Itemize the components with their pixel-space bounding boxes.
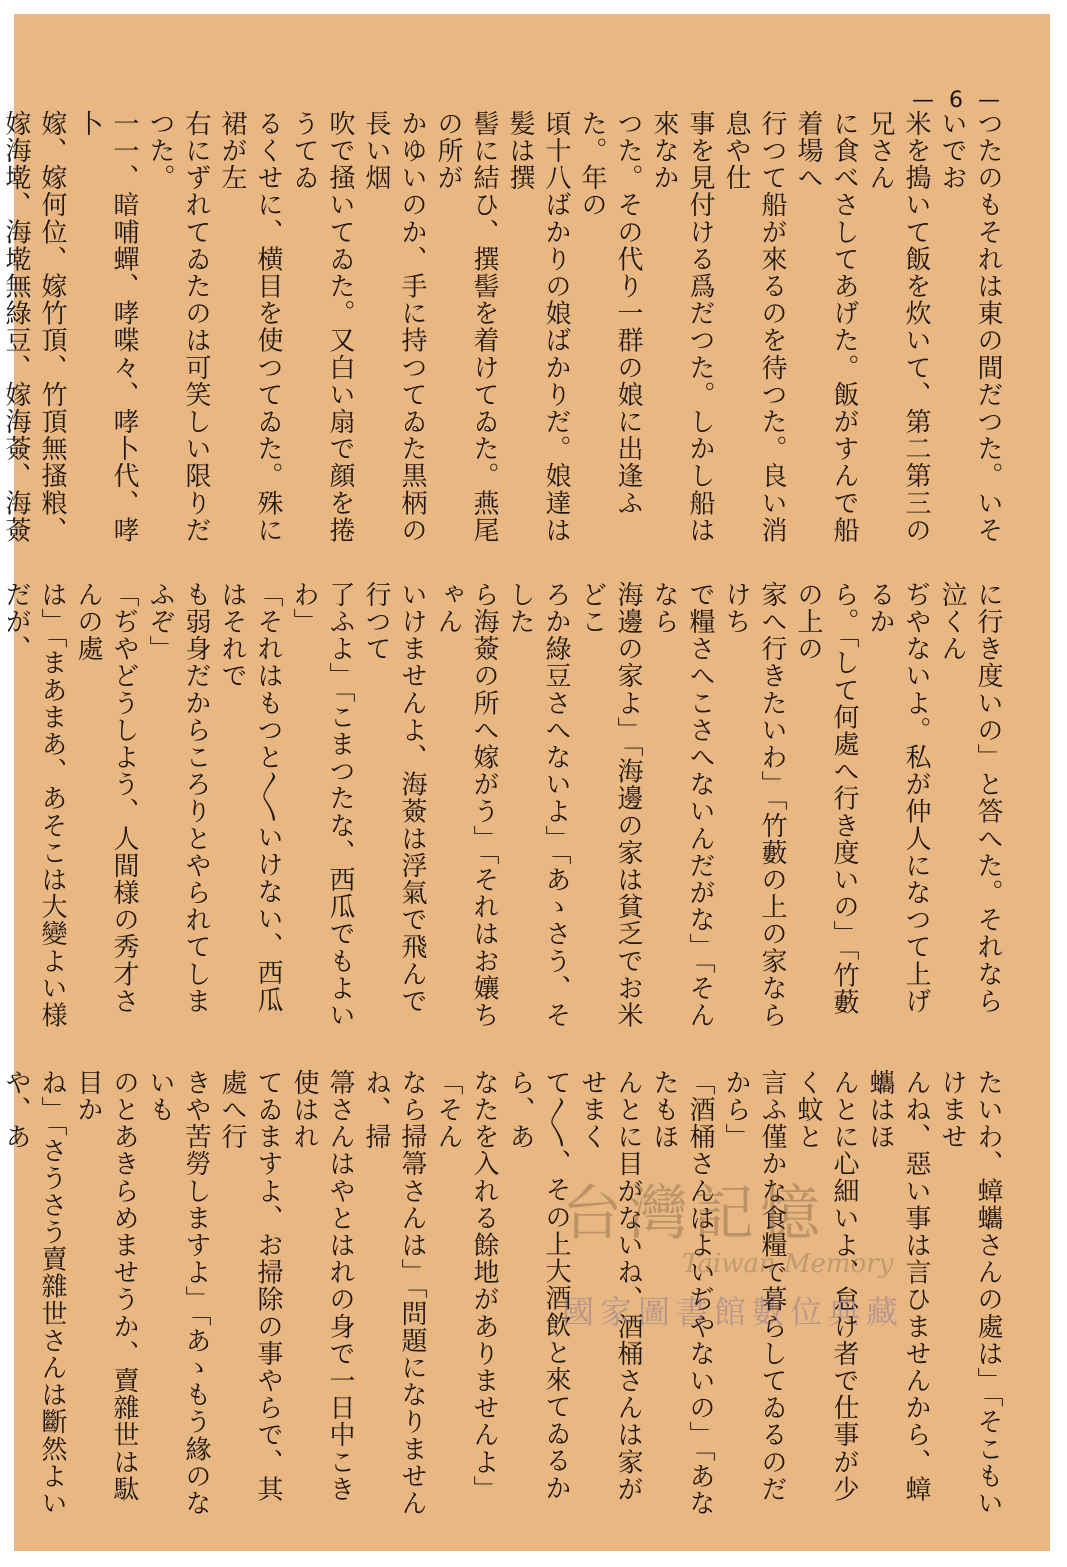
watermark-english: Taiwan Memory <box>682 1249 894 1279</box>
page-number: — 6 — <box>912 88 1004 113</box>
text-column-1: つたのもそれは東の間だつた。いそいでお 米を搗いて飯を炊いて、第二第三の兄さん に食べさしてあげた。飯がすんで船着場へ 行つて船が來るのを待つた。良い消息や仕 事を見付ける爲だつた。しかし船は來なか つた。その代り一群の娘に出逢ふた。年の 頃十八ばかりの娘ばかりだ。娘達は髪は撰 髻に結ひ、撰髻を着けてゐた。燕尾の所が かゆいのか、手に持つてゐた黒柄の長い烟 吹で掻いてゐた。又白い扇で顔を捲うてゐ るくせに、横目を使つてゐた。殊に裙が左 右にずれてゐたのは可笑しい限りだつた。 一一、暗哺蟬、哮喋々、哮卜代、哮卜 嫁、嫁何位、嫁竹頂、竹頂無搔粮、 嫁海墘、海墘無綠豆、嫁海薟、海薟 <box>1 110 1003 544</box>
text-column-2: に行き度いの」と答へた。それなら泣くん ぢやないよ。私が仲人になつて上げるか ら。「して何處へ行き度いの」「竹藪の上の 家へ行きたいわ」「竹藪の上の家ならけち で糧さへこさへないんだがな」「そんなら 海邊の家よ」「海邊の家は貧乏でお米どこ ろか綠豆さへないよ」「あゝさう、そした ら海薟の所へ嫁がう」「それはお孃ちゃん いけませんよ、海薟は浮氣で飛んで行つて 了ふよ」「こまつたな、西瓜でもよいわ」 「それはもつと〳〵いけない、西瓜はそれで も弱身だからころりとやられてしまふぞ」 「ぢやどうしよう、人間様の秀才さんの處 は」「まあまあ、あそこは大變よい様だが、 <box>1 581 1003 1029</box>
watermark-library: 國家圖書館數位典藏 <box>562 1293 905 1331</box>
text-column-3: たいわ、蟑蠵さんの處は」「そこもいけませ んね、惡い事は言ひませんから、蟑蠵はほ んとに心細いよ、怠け者で仕事が少く蚊と 言ふ僅かな食糧で暮らしてゐるのだから」 「酒桶さんはよいぢやないの」「あなたもほ んとに目がないね、酒桶さんは家がせまく て〳〵、その上大酒飲と來てゐるから、あ なたを入れる餘地がありませんよ」「そん なら掃箒さんは」「問題になりませんね、掃 箒さんはやとはれの身で一日中こき使はれ てゐますよ、お掃除の事やらで、其處へ行 きや苦勞しますよ」「あゝもう緣のないも のとあきらめませうか、賣雜世は駄目か ね」「さうさう賣雜世さんは斷然よいや、あ <box>1 1069 1003 1517</box>
document-page <box>1 14 1050 1551</box>
watermark-chinese: 台灣記憶 <box>562 1179 826 1249</box>
watermark <box>562 1179 1002 1359</box>
